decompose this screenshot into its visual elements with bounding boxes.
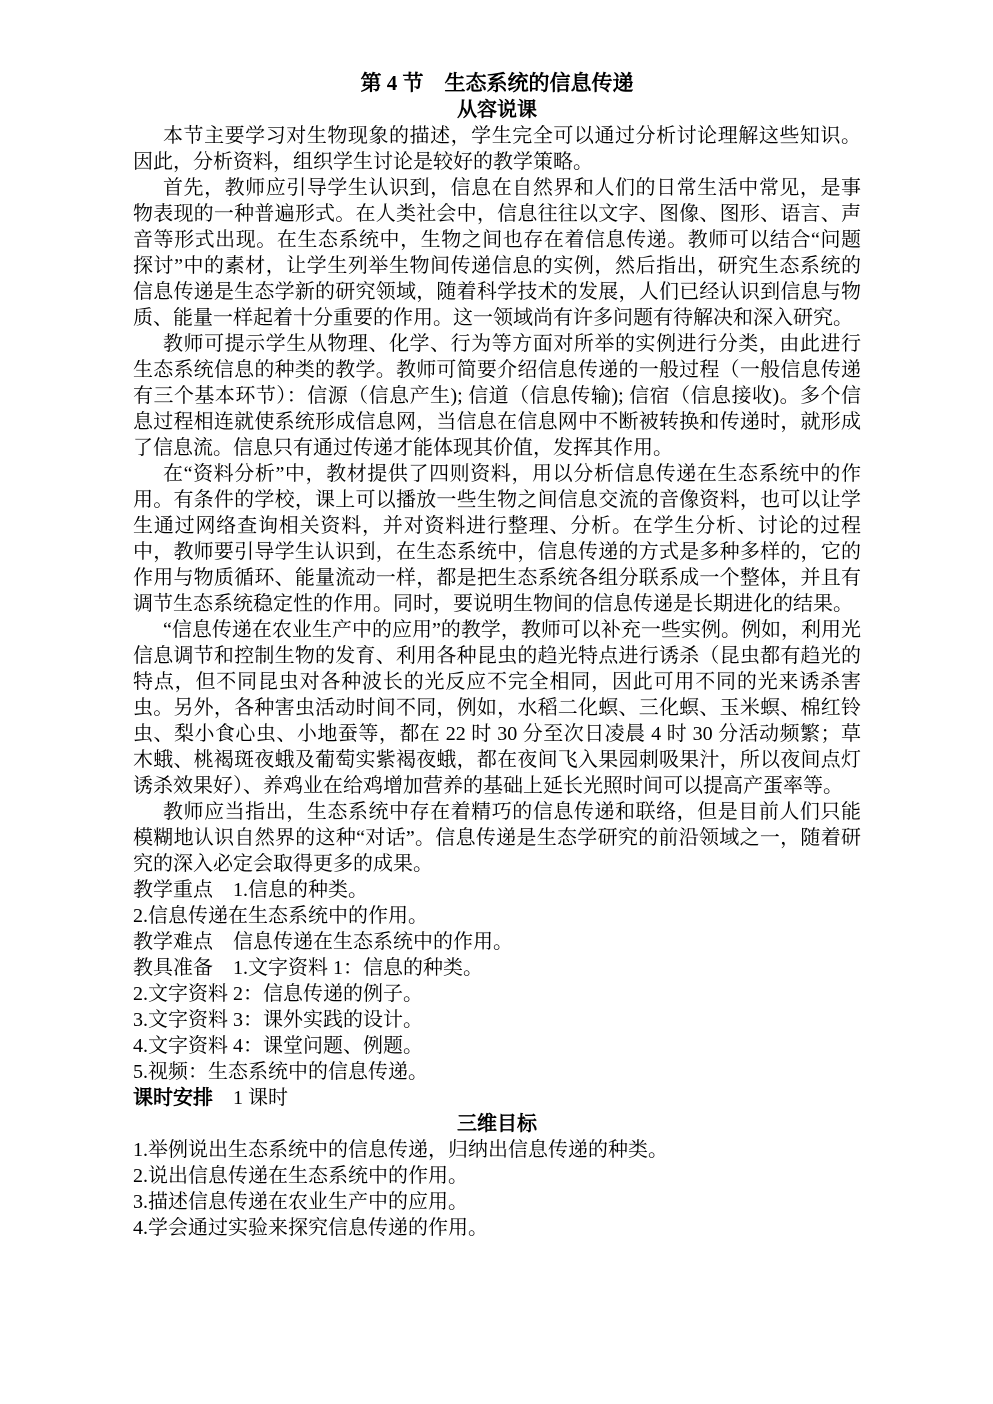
class-schedule-text: 1 课时 — [213, 1087, 288, 1109]
page-title: 第 4 节 生态系统的信息传递 — [360, 71, 634, 95]
goals-section-heading: 三维目标 — [457, 1113, 537, 1135]
class-schedule-line — [133, 1085, 861, 1111]
teaching-aids-line-4: 4.文字资料 4：课堂问题、例题。 — [133, 1035, 423, 1057]
lecture-paragraph-1: 本节主要学习对生物现象的描述，学生完全可以通过分析讨论理解这些知识。因此，分析资料，组织学生讨论是较好的教学策略。 — [133, 125, 861, 173]
teaching-aids-line-3: 3.文字资料 3：课外实践的设计。 — [133, 1009, 423, 1031]
lecture-paragraph-4: 在“资料分析”中，教材提供了四则资料，用以分析信息传递在生态系统中的作用。有条件的学校，课上可以播放一些生物之间信息交流的音像资料，也可以让学生通过网络查询相关资料，并对资料进行整理、分析。在学生分析、讨论的过程中，教师要引导学生认识到，在生态系统中，信息传递的方式是多种多样的，它的作用与物质循环、能量流动一样，都是把生态系统各组分联系成一个整体，并且有调节生态系统稳定性的作用。同时，要说明生物间的信息传递是长期进化的结果。 — [133, 463, 861, 615]
goal-line-3: 3.描述信息传递在农业生产中的应用。 — [133, 1191, 468, 1213]
teaching-aids-line-5: 5.视频：生态系统中的信息传递。 — [133, 1061, 428, 1083]
document-content — [133, 70, 861, 1241]
teaching-focus-line: 教学重点 1.信息的种类。 — [133, 879, 368, 901]
goal-line-2: 2.说出信息传递在生态系统中的作用。 — [133, 1165, 468, 1187]
teaching-focus-line-2: 2.信息传递在生态系统中的作用。 — [133, 905, 428, 927]
goal-line-1: 1.举例说出生态系统中的信息传递，归纳出信息传递的种类。 — [133, 1139, 668, 1161]
lecture-paragraph-2: 首先，教师应引导学生认识到，信息在自然界和人们的日常生活中常见，是事物表现的一种普遍形式。在人类社会中，信息往往以文字、图像、图形、语言、声音等形式出现。在生态系统中，生物之间也存在着信息传递。教师可以结合“问题探讨”中的素材，让学生列举生物间传递信息的实例，然后指出，研究生态系统的信息传递是生态学新的研究领域，随着科学技术的发展，人们已经认识到信息与物质、能量一样起着十分重要的作用。这一领域尚有许多问题有待解决和深入研究。 — [133, 177, 861, 329]
lecture-paragraph-3: 教师可提示学生从物理、化学、行为等方面对所举的实例进行分类，由此进行生态系统信息的种类的教学。教师可简要介绍信息传递的一般过程（一般信息传递有三个基本环节）：信源（信息产生); 信道（信息传输); 信宿（信息接收)。多个信息过程相连就使系统形成信息网，当信息在信息网中不断被转换和传递时，就形成了信息流。信息只有通过传递才能体现其价值，发挥其作用。 — [133, 333, 861, 459]
class-schedule-label: 课时安排 — [133, 1087, 213, 1109]
goal-line-4: 4.学会通过实验来探究信息传递的作用。 — [133, 1217, 488, 1239]
teaching-aids-line-2: 2.文字资料 2：信息传递的例子。 — [133, 983, 423, 1005]
lecture-paragraph-6: 教师应当指出，生态系统中存在着精巧的信息传递和联络，但是目前人们只能模糊地认识自然界的这种“对话”。信息传递是生态学研究的前沿领域之一，随着研究的深入必定会取得更多的成果。 — [133, 801, 861, 875]
lecture-section-heading: 从容说课 — [457, 99, 537, 121]
lecture-paragraph-5: “信息传递在农业生产中的应用”的教学，教师可以补充一些实例。例如，利用光信息调节和控制生物的发育、利用各种昆虫的趋光特点进行诱杀（昆虫都有趋光的特点，但不同昆虫对各种波长的光反应不完全相同，因此可用不同的光来诱杀害虫。另外，各种害虫活动时间不同，例如，水稻二化螟、三化螟、玉米螟、棉红铃虫、梨小食心虫、小地蚕等，都在 22 时 30 分至次日凌晨 4 时 30 分活动频繁；草木蛾、桃褐斑夜蛾及葡萄实紫褐夜蛾，都在夜间飞入果园刺吸果汁，所以夜间点灯诱杀效果好）、养鸡业在给鸡增加营养的基础上延长光照时间可以提高产蛋率等。 — [133, 619, 861, 797]
teaching-difficulty-line: 教学难点 信息传递在生态系统中的作用。 — [133, 931, 513, 953]
teaching-aids-line-1: 教具准备 1.文字资料 1：信息的种类。 — [133, 957, 483, 979]
